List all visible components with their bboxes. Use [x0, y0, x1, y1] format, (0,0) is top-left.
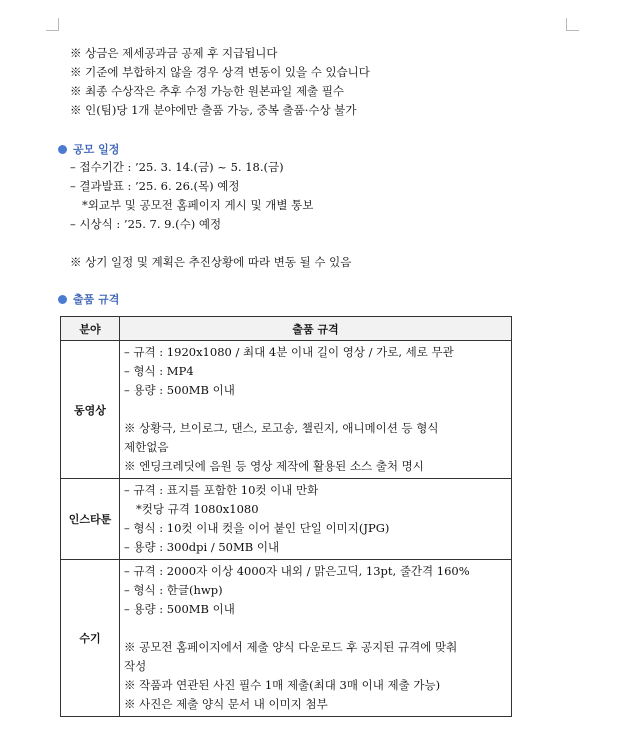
spec-line: ※ 엔딩크레딧에 음원 등 영상 제작에 활용된 소스 출처 명시	[124, 459, 424, 473]
spec-line: – 규격 : 1920x1080 / 최대 4분 이내 길이 영상 / 가로, 세로 무관	[124, 345, 454, 359]
spec-subline: *컷당 규격 1080x1080	[136, 502, 259, 516]
category-cell: 동영상	[61, 341, 120, 479]
bullet-dot-icon	[58, 145, 67, 154]
note-line: ※ 상금은 제세공과금 공제 후 지급됩니다	[70, 46, 278, 60]
spec-title: 출품 규격	[73, 293, 120, 306]
schedule-heading	[58, 140, 119, 158]
spec-line: – 용량 : 500MB 이내	[124, 383, 235, 397]
prize-notes	[70, 44, 370, 120]
category-cell: 인스타툰	[61, 479, 120, 560]
bullet-dot-icon	[58, 295, 67, 304]
spec-table	[60, 316, 512, 717]
crop-mark-top-left	[46, 18, 59, 31]
spec-line: 제한없음	[124, 440, 169, 454]
spec-line: – 형식 : 10컷 이내 컷을 이어 붙인 단일 이미지(JPG)	[124, 521, 390, 535]
schedule-list	[70, 158, 351, 272]
schedule-item: – 결과발표 : ’25. 6. 26.(목) 예정	[70, 179, 240, 193]
spec-line: – 형식 : 한글(hwp)	[124, 583, 223, 597]
spec-line: ※ 작품과 연관된 사진 필수 1매 제출(최대 3매 이내 제출 가능)	[124, 678, 441, 692]
note-line: ※ 기준에 부합하지 않을 경우 상격 변동이 있을 수 있습니다	[70, 65, 370, 79]
spec-line	[124, 400, 507, 419]
schedule-item: – 접수기간 : ’25. 3. 14.(금) ~ 5. 18.(금)	[70, 160, 284, 174]
table-header-row	[61, 317, 512, 341]
spec-cell	[120, 341, 512, 479]
note-line: ※ 인(팀)당 1개 분야에만 출품 가능, 중복 출품·수상 불가	[70, 103, 357, 117]
spec-line: – 용량 : 300dpi / 50MB 이내	[124, 540, 280, 554]
spec-line	[124, 619, 507, 638]
spec-line: ※ 사진은 제출 양식 문서 내 이미지 첨부	[124, 697, 328, 711]
schedule-title: 공모 일정	[73, 143, 120, 156]
crop-mark-top-right	[566, 18, 579, 31]
schedule-subnote: *외교부 및 공모전 홈페이지 게시 및 개별 통보	[82, 198, 314, 212]
spec-line: – 규격 : 2000자 이상 4000자 내외 / 맑은고딕, 13pt, 줄간격 160%	[124, 564, 470, 578]
header-spec: 출품 규격	[120, 317, 512, 341]
note-line: ※ 최종 수상작은 추후 수정 가능한 원본파일 제출 필수	[70, 84, 345, 98]
spec-line: ※ 공모전 홈페이지에서 제출 양식 다운로드 후 공지된 규격에 맞춰	[124, 640, 458, 654]
spec-heading	[58, 290, 119, 308]
spec-cell	[120, 479, 512, 560]
schedule-item: – 시상식 : ’25. 7. 9.(수) 예정	[70, 217, 222, 231]
table-row	[61, 341, 512, 479]
spec-line: – 규격 : 표지를 포함한 10컷 이내 만화	[124, 483, 319, 497]
spec-cell	[120, 560, 512, 717]
table-row	[61, 560, 512, 717]
schedule-note: ※ 상기 일정 및 계획은 추진상황에 따라 변동 될 수 있음	[70, 255, 352, 269]
header-category: 분야	[61, 317, 120, 341]
spec-line: – 용량 : 500MB 이내	[124, 602, 235, 616]
table-row	[61, 479, 512, 560]
category-cell: 수기	[61, 560, 120, 717]
spec-line: ※ 상황극, 브이로그, 댄스, 로고송, 챌린지, 애니메이션 등 형식	[124, 421, 439, 435]
spec-line: 작성	[124, 659, 147, 673]
spec-line: – 형식 : MP4	[124, 364, 194, 378]
